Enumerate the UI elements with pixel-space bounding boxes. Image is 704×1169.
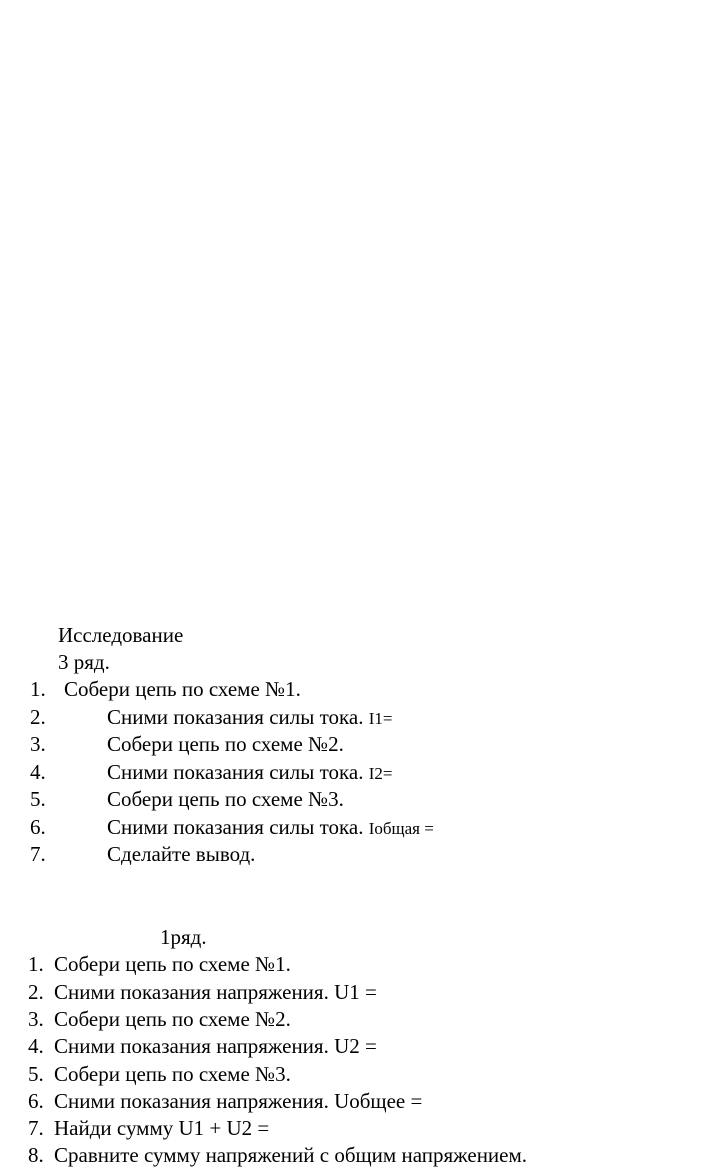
list-item-number: 6.	[30, 815, 46, 839]
list-item-text: Сними показания напряжения. Uобщее =	[54, 1089, 423, 1113]
list-item-number: 8.	[28, 1143, 44, 1167]
list-item-text: Найди сумму U1 + U2 =	[54, 1116, 270, 1140]
list-item-number: 3.	[30, 732, 46, 756]
list-item-number: 1.	[30, 677, 46, 701]
list-item-number: 5.	[28, 1062, 44, 1086]
list-item-number: 1.	[28, 952, 44, 976]
list-item-text: Сделайте вывод.	[107, 842, 256, 866]
section1-heading: Исследование	[58, 623, 184, 647]
list-item-text: Сними показания силы тока. I2=	[107, 760, 393, 784]
list-item-number: 3.	[28, 1007, 44, 1031]
list-item-text: Сними показания силы тока. I1=	[107, 705, 393, 729]
list-item-number: 5.	[30, 787, 46, 811]
list-item-text: Собери цепь по схеме №2.	[54, 1007, 291, 1031]
list-item-text: Собери цепь по схеме №1.	[64, 677, 301, 701]
list-item-text: Собери цепь по схеме №3.	[107, 787, 344, 811]
list-item-number: 7.	[30, 842, 46, 866]
list-item-number: 6.	[28, 1089, 44, 1113]
list-item-text: Сними показания силы тока. Iобщая =	[107, 815, 434, 839]
list-item-text: Сними показания напряжения. U1 =	[54, 980, 377, 1004]
section1-group-label: 3 ряд.	[58, 650, 110, 674]
list-item-text: Собери цепь по схеме №3.	[54, 1062, 291, 1086]
section2-group-label: 1ряд.	[160, 925, 207, 949]
list-item-number: 4.	[30, 760, 46, 784]
list-item-number: 7.	[28, 1116, 44, 1140]
list-item-number: 4.	[28, 1034, 44, 1058]
list-item-text: Собери цепь по схеме №2.	[107, 732, 344, 756]
list-item-number: 2.	[30, 705, 46, 729]
list-item-number: 2.	[28, 980, 44, 1004]
list-item-text: Сравните сумму напряжений с общим напряжением.	[54, 1143, 528, 1167]
list-item-text: Собери цепь по схеме №1.	[54, 952, 291, 976]
list-item-text: Сними показания напряжения. U2 =	[54, 1034, 377, 1058]
